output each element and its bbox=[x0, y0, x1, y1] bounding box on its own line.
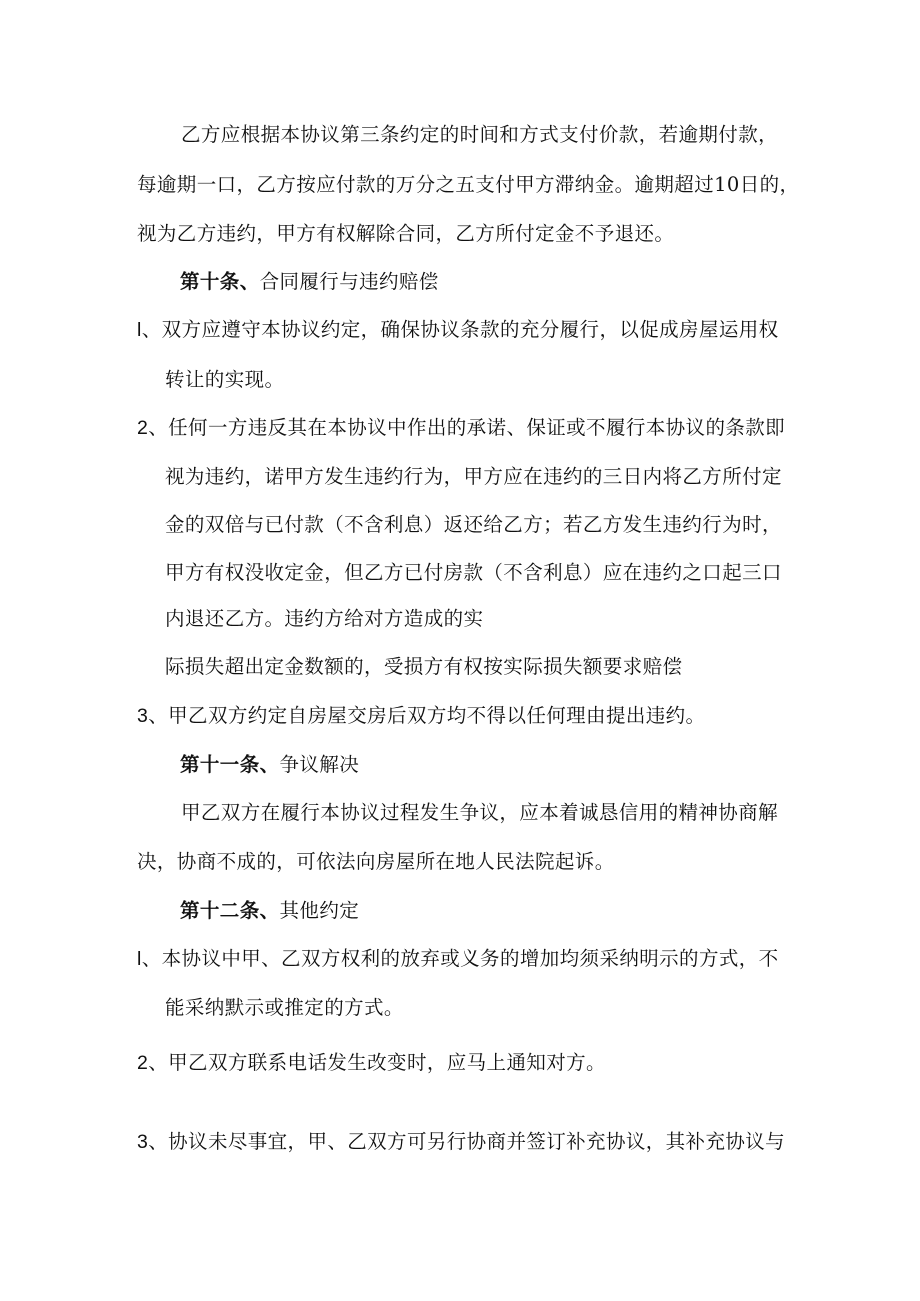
list-item-continuation: 金的双倍与已付款（不含利息）返还给乙方；若乙方发生违约行为时， bbox=[165, 513, 782, 536]
list-item-text: 甲乙双方约定自房屋交房后双方均不得以任何理由提出违约。 bbox=[168, 704, 706, 727]
list-item-continuation: 甲方有权没收定金，但乙方已付房款（不含利息）应在违约之口起三口 bbox=[165, 561, 782, 584]
article-title: 其他约定 bbox=[279, 899, 360, 922]
list-item-line bbox=[137, 318, 779, 342]
article-12-heading bbox=[180, 899, 359, 923]
list-item-text: 协议未尽事宜，甲、乙双方可另行协商并签订补充协议，其补充协议与 bbox=[168, 1130, 786, 1153]
article-11-heading bbox=[180, 753, 359, 777]
list-item-continuation: 视为违约，诺甲方发生违约行为，甲方应在违约的三日内将乙方所付定 bbox=[165, 465, 782, 488]
paragraph-line: 视为乙方违约，甲方有权解除合同，乙方所付定金不予退还。 bbox=[137, 222, 675, 245]
list-item-number: l、 bbox=[137, 948, 162, 970]
list-item-number: 2、 bbox=[137, 1052, 169, 1074]
list-item-continuation: 内退还乙方。违约方给对方造成的实 bbox=[165, 607, 484, 630]
list-item-number: 3、 bbox=[137, 1131, 169, 1153]
list-item-text: 甲乙双方联系电话发生改变时，应马上通知对方。 bbox=[168, 1051, 606, 1074]
article-title: 争议解决 bbox=[279, 753, 360, 776]
paragraph-line: 决，协商不成的，可依法向房屋所在地人民法院起诉。 bbox=[137, 850, 615, 873]
article-number: 第十二条、 bbox=[180, 899, 280, 922]
list-item-text: 本协议中甲、乙双方权利的放弃或义务的增加均须采纳明示的方式，不 bbox=[161, 947, 779, 970]
paragraph-line: 每逾期一口，乙方按应付款的万分之五支付甲方滞纳金。逾期超过10日的， bbox=[137, 173, 800, 196]
list-item-line bbox=[137, 1051, 606, 1075]
list-item-continuation: 转让的实现。 bbox=[165, 368, 285, 391]
article-10-heading bbox=[180, 270, 439, 294]
list-item-text: 双方应遵守本协议约定，确保协议条款的充分履行，以促成房屋运用权 bbox=[161, 318, 779, 341]
list-item-line bbox=[137, 947, 779, 971]
list-item-line bbox=[137, 416, 785, 440]
article-number: 第十条、 bbox=[180, 270, 260, 293]
article-title: 合同履行与违约赔偿 bbox=[259, 270, 439, 293]
list-item-number: 2、 bbox=[137, 417, 169, 439]
list-item-line bbox=[137, 1130, 785, 1154]
paragraph-line: 乙方应根据本协议第三条约定的时间和方式支付价款，若逾期付款， bbox=[181, 123, 779, 146]
list-item-continuation: 际损失超出定金数额的，受损方有权按实际损失额要求赔偿 bbox=[165, 655, 683, 678]
list-item-number: l、 bbox=[137, 319, 162, 341]
article-number: 第十一条、 bbox=[180, 753, 280, 776]
list-item-continuation: 能采纳默示或推定的方式。 bbox=[165, 996, 404, 1019]
list-item-line bbox=[137, 704, 705, 728]
list-item-number: 3、 bbox=[137, 705, 169, 727]
list-item-text: 任何一方违反其在本协议中作出的承诺、保证或不履行本协议的条款即 bbox=[168, 416, 786, 439]
paragraph-line: 甲乙双方在履行本协议过程发生争议，应本着诚恳信用的精神协商解 bbox=[181, 801, 779, 824]
